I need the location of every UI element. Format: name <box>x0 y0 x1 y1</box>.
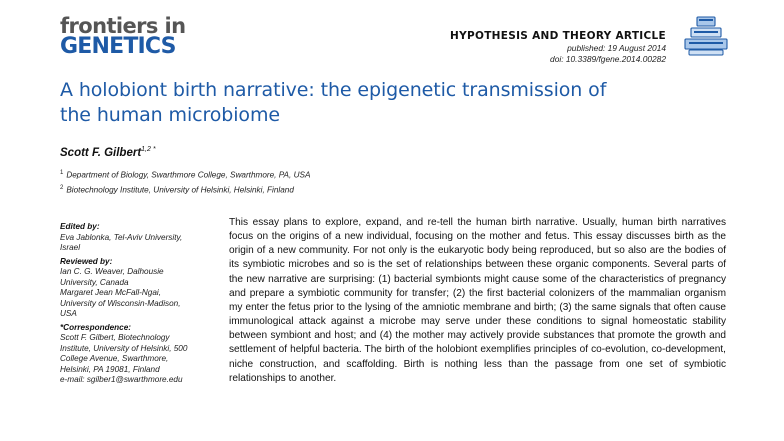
affiliations <box>60 167 310 196</box>
edited-by-label: Edited by: <box>60 222 100 231</box>
affiliation-text: Department of Biology, Swarthmore College, Swarthmore, PA, USA <box>66 170 311 180</box>
doi-link[interactable]: doi: 10.3389/fgene.2014.00282 <box>550 54 666 64</box>
reviewed-by-label: Reviewed by: <box>60 256 113 266</box>
affiliation-number: 1 <box>60 170 64 176</box>
author-name[interactable]: Scott F. Gilbert <box>60 146 142 159</box>
article-meta <box>450 30 666 64</box>
affiliation-item <box>60 182 310 197</box>
article-type: HYPOTHESIS AND THEORY ARTICLE <box>449 30 666 42</box>
reviewer-2: Margaret Jean McFall-Ngai, University of Wisconsin-Madison, USA <box>60 288 181 318</box>
published-date: published: 19 August 2014 <box>567 43 666 53</box>
affiliation-text: Biotechnology Institute, University of Helsinki, Helsinki, Finland <box>66 185 294 195</box>
journal-logo-line1: frontiers in <box>60 14 186 38</box>
article-title-line1: A holobiont birth narrative: the epigenetic transmission of <box>60 79 607 101</box>
reviewer-1: Ian C. G. Weaver, Dalhousie University, Canada <box>60 267 164 287</box>
author-marks: 1,2 * <box>141 146 156 153</box>
correspondence-label: *Correspondence: <box>60 322 131 332</box>
correspondence-text: Scott F. Gilbert, Biotechnology Institute, University of Helsinki, 500 College Avenue, Swarthmore, Helsinki, PA 19081, Finland e-mail: sgilber1@swarthmore.edu <box>60 333 188 384</box>
author-line <box>60 146 156 159</box>
affiliation-number: 2 <box>60 184 64 191</box>
article-title <box>60 78 740 128</box>
journal-logo-line2: GENETICS <box>60 34 176 59</box>
abstract-text: This essay plans to explore, expand, and re-tell the human birth narrative. Usually, human birth narratives focus on the origins of a new individual, focusing on the mother and fetus. This essay discusses birth as the origin of a new community. For not only is the eukaryotic body being reproduced, but so also are the bodies of its symbiotic microbes and so is the set of relationships between these organic components. Several parts of the new narrative are surprising: (1) bacterial symbionts might cause some of the characteristics of pregnancy and prepare a symbiotic community for transfer; (2) the first bacterial colonizers of the mammalian organism my enter the fetus prior to the lysing of the amniotic membrane and birth; (3) the same signals that often cause immunological attack against a microbe may serve under these conditions to signal homeostatic stability between symbiont and host; and (4) the mother may actively provide substances that promote the growth and settlement of helpful bacteria. The birth of the holobiont exemplifies principles of co-evolution, co-development, niche construction, and scaffolding. Birth is nothing less than the passage from one set of symbiotic relationships to another. <box>229 217 726 384</box>
open-access-badge-icon <box>683 14 729 58</box>
edited-by-text: Eva Jablonka, Tel-Aviv University, Israel <box>60 232 183 252</box>
affiliation-item <box>60 167 310 182</box>
article-sidebar <box>60 222 210 386</box>
journal-logo <box>60 16 185 58</box>
article-title-line2: the human microbiome <box>60 104 280 126</box>
